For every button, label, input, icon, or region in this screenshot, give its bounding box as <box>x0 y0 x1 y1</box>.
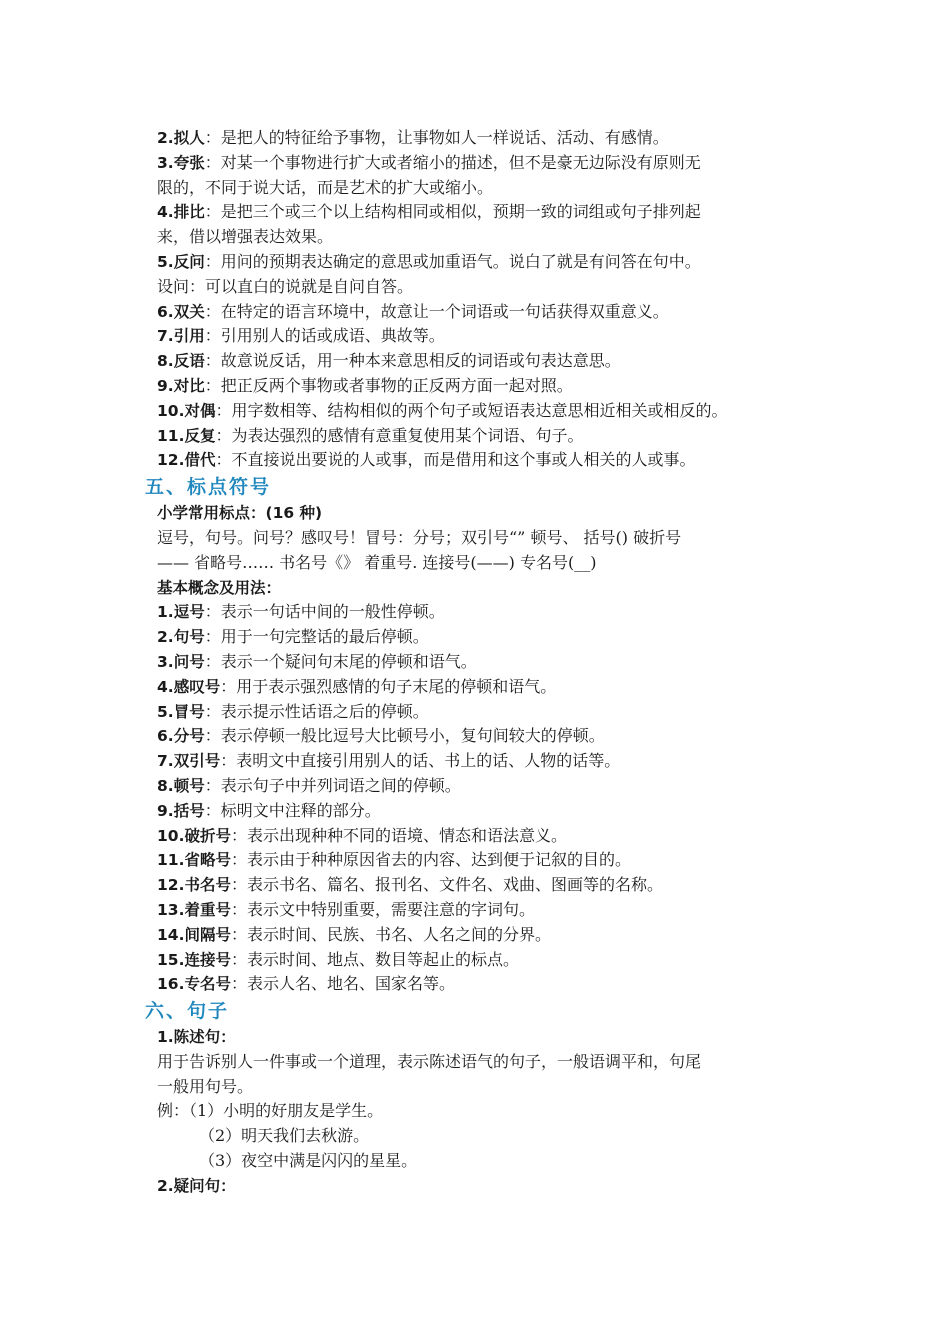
item-number: 7. <box>157 327 174 346</box>
item-separator: ： <box>204 202 221 222</box>
item-number: 8. <box>157 352 174 371</box>
item-separator: ： <box>230 850 247 870</box>
item-text: 表示停顿一般比逗号大比顿号小，复句间较大的停顿。 <box>220 726 605 746</box>
item-number: 4. <box>157 677 174 696</box>
example-1: 例：（1）小明的好朋友是学生。 <box>157 1101 384 1121</box>
item-text: 表示人名、地名、国家名等。 <box>247 974 456 994</box>
item-text: 引用别人的话或成语、典故等。 <box>220 326 445 346</box>
item-term: 感叹号 <box>173 677 221 696</box>
rhetoric-item-rhetorical-question-cont: 设问：可以直白的说就是自问自答。 <box>157 276 414 296</box>
punctuation-usage-item <box>157 972 807 997</box>
usage-title: 基本概念及用法： <box>157 578 282 597</box>
item-text: 为表达强烈的感情有意重复使用某个词语、句子。 <box>231 425 584 445</box>
item-separator: ： <box>230 875 247 895</box>
item-text: 用字数相等、结构相似的两个句子或短语表达意思相近相关或相反的。 <box>231 400 728 420</box>
item-term: 对比 <box>173 376 205 395</box>
punctuation-usage-item <box>157 948 807 973</box>
item-separator: ： <box>220 676 237 696</box>
item-text: 不直接说出要说的人或事，而是借用和这个事或人相关的人或事。 <box>231 450 696 470</box>
item-term: 连接号 <box>184 950 231 969</box>
punctuation-usage-item <box>157 824 807 849</box>
item-term: 反语 <box>173 352 205 371</box>
item-number: 2. <box>157 129 174 147</box>
item-term: 分号 <box>173 727 205 746</box>
item-text: 表示一个疑问句末尾的停顿和语气。 <box>220 651 477 671</box>
item-separator: ： <box>220 751 237 771</box>
item-term: 对偶 <box>184 401 216 420</box>
rhetoric-item-metonymy <box>157 448 807 473</box>
item-number: 12. <box>157 876 185 895</box>
item-term: 间隔号 <box>184 925 231 944</box>
item-separator: ： <box>215 450 232 470</box>
item-separator: ： <box>204 800 221 820</box>
rhetoric-item-hyperbole-cont: 限的，不同于说大话，而是艺术的扩大或缩小。 <box>157 177 494 197</box>
item-text: 故意说反话，用一种本来意思相反的词语或句表达意思。 <box>220 351 621 371</box>
item-separator: ： <box>230 949 247 969</box>
item-number: 1. <box>157 603 174 622</box>
example-3: （3）夜空中满是闪闪的星星。 <box>199 1151 418 1171</box>
common-punctuation-line-2: —— 省略号…… 书名号《》 着重号. 连接号(——) 专名号(__) <box>157 552 597 572</box>
item-term: 双关 <box>173 302 205 321</box>
declarative-sentence-desc-1: 用于告诉别人一件事或一个道理，表示陈述语气的句子，一般语调平和，句尾 <box>157 1051 702 1071</box>
item-text: 表示一句话中间的一般性停顿。 <box>220 602 445 622</box>
item-text: 表示句子中并列词语之间的停顿。 <box>220 775 461 795</box>
rhetoric-item-hyperbole <box>157 151 807 176</box>
declarative-sentence-title: 1.陈述句： <box>157 1028 236 1047</box>
item-number: 7. <box>157 752 174 771</box>
item-term: 引用 <box>173 327 205 346</box>
item-separator: ： <box>230 974 247 994</box>
item-text: 在特定的语言环境中，故意让一个词语或一句话获得双重意义。 <box>220 301 669 321</box>
rhetoric-item-parallelism-cont: 来，借以增强表达效果。 <box>157 227 334 247</box>
item-separator: ： <box>204 627 221 647</box>
item-number: 4. <box>157 203 174 222</box>
item-term: 顿号 <box>173 776 205 795</box>
item-term: 省略号 <box>184 851 231 870</box>
item-number: 15. <box>157 950 185 969</box>
item-separator: ： <box>204 602 221 622</box>
punctuation-usage-item <box>157 600 807 625</box>
item-number: 3. <box>157 652 174 671</box>
item-number: 6. <box>157 302 174 321</box>
item-separator: ： <box>204 701 221 721</box>
example-2: （2）明天我们去秋游。 <box>199 1126 370 1146</box>
item-number: 8. <box>157 776 174 795</box>
item-term: 排比 <box>173 203 205 222</box>
item-text: 标明文中注释的部分。 <box>220 800 381 820</box>
item-separator: ： <box>204 775 221 795</box>
item-separator: ： <box>204 351 221 371</box>
rhetoric-item-contrast <box>157 374 807 399</box>
punctuation-usage-item <box>157 724 807 749</box>
item-number: 5. <box>157 702 174 721</box>
item-separator: ： <box>204 301 221 321</box>
item-number: 3. <box>157 153 174 172</box>
interrogative-sentence-title: 2.疑问句： <box>157 1176 236 1195</box>
item-separator: ： <box>204 251 221 271</box>
punctuation-usage-item <box>157 923 807 948</box>
item-term: 着重号 <box>184 900 231 919</box>
item-text: 对某一个事物进行扩大或者缩小的描述，但不是豪无边际没有原则无 <box>220 152 701 172</box>
rhetoric-item-rhetorical-question <box>157 250 807 275</box>
item-term: 括号 <box>173 801 205 820</box>
item-text: 把正反两个事物或者事物的正反两方面一起对照。 <box>220 375 573 395</box>
item-text: 是把三个或三个以上结构相同或相似，预期一致的词组或句子排列起 <box>220 202 701 222</box>
item-term: 拟人 <box>173 129 205 147</box>
rhetoric-item-quotation <box>157 324 807 349</box>
item-separator: ： <box>215 400 232 420</box>
item-text: 表示由于种种原因省去的内容、达到便于记叙的目的。 <box>247 850 632 870</box>
item-separator: ： <box>204 128 221 147</box>
rhetoric-item-parallelism <box>157 200 807 225</box>
item-text: 表示时间、地点、数目等起止的标点。 <box>247 949 520 969</box>
item-term: 问号 <box>173 652 205 671</box>
item-text: 表示出现种种不同的语境、情态和语法意义。 <box>247 825 568 845</box>
item-number: 13. <box>157 900 185 919</box>
document-content <box>145 126 807 1199</box>
rhetoric-item-repetition <box>157 424 807 449</box>
item-number: 11. <box>157 851 185 870</box>
punctuation-usage-item <box>157 873 807 898</box>
section-heading-punctuation: 五、标点符号 <box>145 476 272 499</box>
item-text: 表示时间、民族、书名、人名之间的分界。 <box>247 924 552 944</box>
punctuation-usage-item <box>157 625 807 650</box>
punctuation-usage-item <box>157 700 807 725</box>
item-text: 用于一句完整话的最后停顿。 <box>220 627 429 647</box>
item-term: 反问 <box>173 252 205 271</box>
item-text: 是把人的特征给予事物，让事物如人一样说话、活动、有感情。 <box>220 128 669 147</box>
item-number: 6. <box>157 727 174 746</box>
punctuation-usage-item <box>157 848 807 873</box>
item-separator: ： <box>230 924 247 944</box>
item-number: 10. <box>157 401 185 420</box>
item-text: 用于表示强烈感情的句子末尾的停顿和语气。 <box>236 676 557 696</box>
item-separator: ： <box>215 425 232 445</box>
item-number: 5. <box>157 252 174 271</box>
punctuation-usage-item <box>157 650 807 675</box>
item-term: 专名号 <box>184 975 231 994</box>
item-term: 句号 <box>173 628 205 647</box>
item-number: 10. <box>157 826 185 845</box>
item-term: 双引号 <box>173 752 221 771</box>
item-term: 破折号 <box>184 826 231 845</box>
item-number: 2. <box>157 628 174 647</box>
rhetoric-item-antithesis <box>157 399 807 424</box>
item-text: 表示提示性话语之后的停顿。 <box>220 701 429 721</box>
rhetoric-item-irony <box>157 349 807 374</box>
item-term: 逗号 <box>173 603 205 622</box>
common-punctuation-line-1: 逗号，句号。问号？感叹号！冒号：分号；双引号“” 顿号、 括号() 破折号 <box>157 527 682 547</box>
item-separator: ： <box>204 375 221 395</box>
punctuation-usage-item <box>157 898 807 923</box>
item-number: 11. <box>157 426 185 445</box>
rhetoric-item-personification <box>157 126 807 151</box>
item-number: 14. <box>157 925 185 944</box>
item-term: 书名号 <box>184 876 231 895</box>
item-separator: ： <box>230 825 247 845</box>
item-term: 借代 <box>184 451 216 470</box>
item-text: 表示书名、篇名、报刊名、文件名、戏曲、图画等的名称。 <box>247 875 664 895</box>
punctuation-usage-list <box>157 600 807 997</box>
item-number: 12. <box>157 451 185 470</box>
item-text: 用问的预期表达确定的意思或加重语气。说白了就是有问答在句中。 <box>220 251 701 271</box>
item-number: 16. <box>157 975 185 994</box>
item-term: 冒号 <box>173 702 205 721</box>
rhetoric-item-pun <box>157 300 807 325</box>
item-number: 9. <box>157 376 174 395</box>
item-separator: ： <box>204 651 221 671</box>
item-text: 表示文中特别重要，需要注意的字词句。 <box>247 899 536 919</box>
item-separator: ： <box>204 326 221 346</box>
punctuation-usage-item <box>157 774 807 799</box>
punctuation-usage-item <box>157 675 807 700</box>
item-separator: ： <box>230 899 247 919</box>
item-text: 表明文中直接引用别人的话、书上的话、人物的话等。 <box>236 751 621 771</box>
common-punctuation-title: 小学常用标点：(16 种) <box>157 504 323 523</box>
item-term: 夸张 <box>173 153 205 172</box>
item-term: 反复 <box>184 426 216 445</box>
item-number: 9. <box>157 801 174 820</box>
punctuation-usage-item <box>157 799 807 824</box>
item-separator: ： <box>204 152 221 172</box>
item-separator: ： <box>204 726 221 746</box>
punctuation-usage-item <box>157 749 807 774</box>
section-heading-sentences: 六、句子 <box>145 1000 230 1023</box>
declarative-sentence-desc-2: 一般用句号。 <box>157 1076 254 1096</box>
